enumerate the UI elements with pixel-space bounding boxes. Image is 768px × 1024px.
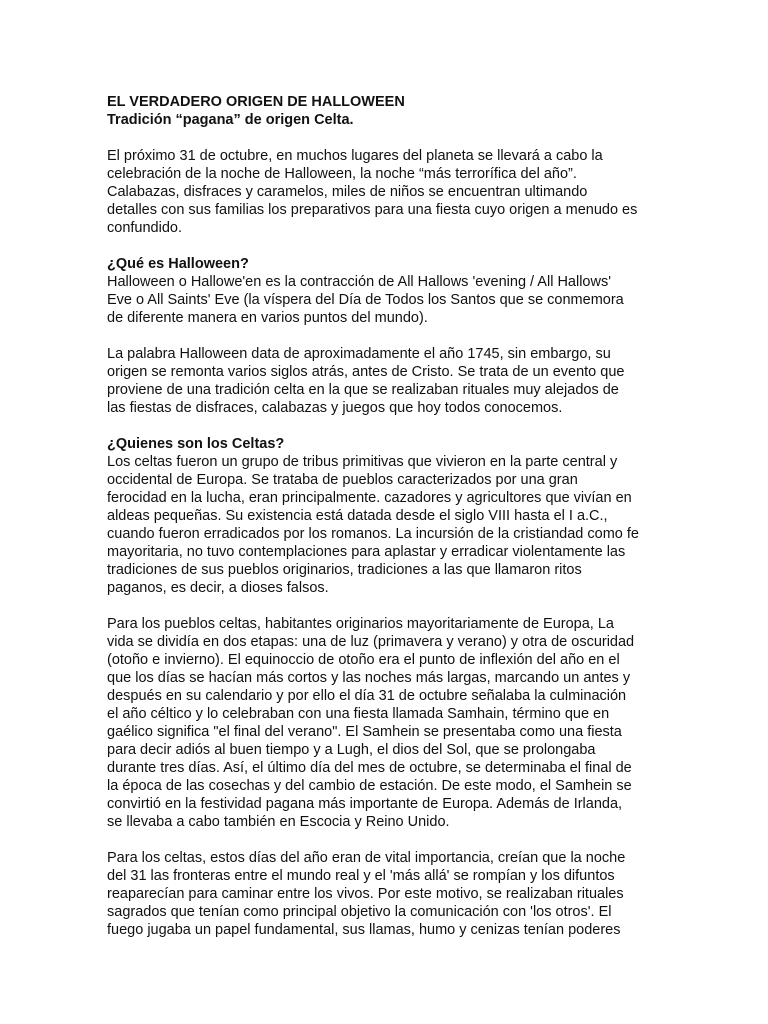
section1-paragraph-1 (107, 273, 667, 327)
paragraph-line: convirtió en la festividad pagana más importante de Europa. Además de Irlanda, (107, 796, 623, 812)
paragraph-line: ferocidad en la lucha, eran principalmente. cazadores y agricultores que vivían en (107, 490, 632, 506)
section1-paragraph-2 (107, 345, 667, 417)
paragraph-line: el año céltico y lo celebraban con una fiesta llamada Samhain, término que en (107, 706, 610, 722)
section2-paragraph-1 (107, 453, 667, 597)
paragraph-line: las fiestas de disfraces, calabazas y juegos que hoy todos conocemos. (107, 400, 563, 416)
paragraph-line: fuego jugaba un papel fundamental, sus llamas, humo y cenizas tenían poderes (107, 922, 621, 938)
paragraph-line: cuando fueron erradicados por los romanos. La incursión de la cristiandad como fe (107, 526, 639, 542)
paragraph-line: del 31 las fronteras entre el mundo real y el 'más allá' se rompían y los difuntos (107, 868, 615, 884)
paragraph-line: se llevaba a cabo también en Escocia y Reino Unido. (107, 814, 450, 830)
paragraph-line: occidental de Europa. Se trataba de pueblos caracterizados por una gran (107, 472, 578, 488)
paragraph-line: mayoritaria, no tuvo contemplaciones para aplastar y erradicar violentamente las (107, 544, 626, 560)
paragraph-line: proviene de una tradición celta en la que se realizaban rituales muy alejados de (107, 382, 619, 398)
paragraph-line: la época de las cosechas y del cambio de estación. De este modo, el Samhein se (107, 778, 632, 794)
paragraph-line: Eve o All Saints' Eve (la víspera del Día de Todos los Santos que se conmemora (107, 292, 624, 308)
section2-paragraph-2 (107, 615, 667, 831)
paragraph-line: gaélico significa "el final del verano". El Samhein se presentaba como una fiesta (107, 724, 622, 740)
section2-paragraph-3 (107, 849, 667, 939)
intro-line: celebración de la noche de Halloween, la noche “más terrorífica del año”. (107, 166, 577, 182)
document-title: EL VERDADERO ORIGEN DE HALLOWEEN (107, 94, 405, 110)
paragraph-line: Para los pueblos celtas, habitantes originarios mayoritariamente de Europa, La (107, 616, 614, 632)
paragraph-line: Los celtas fueron un grupo de tribus primitivas que vivieron en la parte central y (107, 454, 618, 470)
paragraph-line: después en su calendario y por ello el día 31 de octubre señalaba la culminación (107, 688, 627, 704)
section-heading-quienes-son-los-celtas: ¿Quienes son los Celtas? (107, 436, 285, 452)
paragraph-line: origen se remonta varios siglos atrás, antes de Cristo. Se trata de un evento que (107, 364, 625, 380)
paragraph-line: tradiciones de sus pueblos originarios, tradiciones a las que llamaron ritos (107, 562, 582, 578)
paragraph-line: reaparecían para caminar entre los vivos. Por este motivo, se realizaban rituales (107, 886, 624, 902)
paragraph-line: que los días se hacían más cortos y las noches más largas, marcando un antes y (107, 670, 631, 686)
section-heading-que-es-halloween: ¿Qué es Halloween? (107, 256, 249, 272)
paragraph-line: La palabra Halloween data de aproximadamente el año 1745, sin embargo, su (107, 346, 611, 362)
paragraph-line: (otoño e invierno). El equinoccio de otoño era el punto de inflexión del año en el (107, 652, 620, 668)
paragraph-line: paganos, es decir, a dioses falsos. (107, 580, 329, 596)
paragraph-line: Halloween o Hallowe'en es la contracción de All Hallows 'evening / All Hallows' (107, 274, 611, 290)
paragraph-line: sagrados que tenían como principal objetivo la comunicación con 'los otros'. El (107, 904, 612, 920)
paragraph-line: aldeas pequeñas. Su existencia está datada desde el siglo VIII hasta el I a.C., (107, 508, 608, 524)
intro-line: detalles con sus familias los preparativos para una fiesta cuyo origen a menudo es (107, 202, 638, 218)
paragraph-line: para decir adiós al buen tiempo y a Lugh, el dios del Sol, que se prolongaba (107, 742, 596, 758)
intro-line: confundido. (107, 220, 182, 236)
document-subtitle: Tradición “pagana” de origen Celta. (107, 112, 354, 128)
intro-paragraph (107, 147, 667, 237)
intro-line: El próximo 31 de octubre, en muchos lugares del planeta se llevará a cabo la (107, 148, 603, 164)
intro-line: Calabazas, disfraces y caramelos, miles de niños se encuentran ultimando (107, 184, 588, 200)
paragraph-line: de diferente manera en varios puntos del mundo). (107, 310, 428, 326)
paragraph-line: Para los celtas, estos días del año eran de vital importancia, creían que la noche (107, 850, 626, 866)
paragraph-line: durante tres días. Así, el último día del mes de octubre, se determinaba el final de (107, 760, 632, 776)
paragraph-line: vida se dividía en dos etapas: una de luz (primavera y verano) y otra de oscuridad (107, 634, 635, 650)
document-page (107, 93, 667, 939)
